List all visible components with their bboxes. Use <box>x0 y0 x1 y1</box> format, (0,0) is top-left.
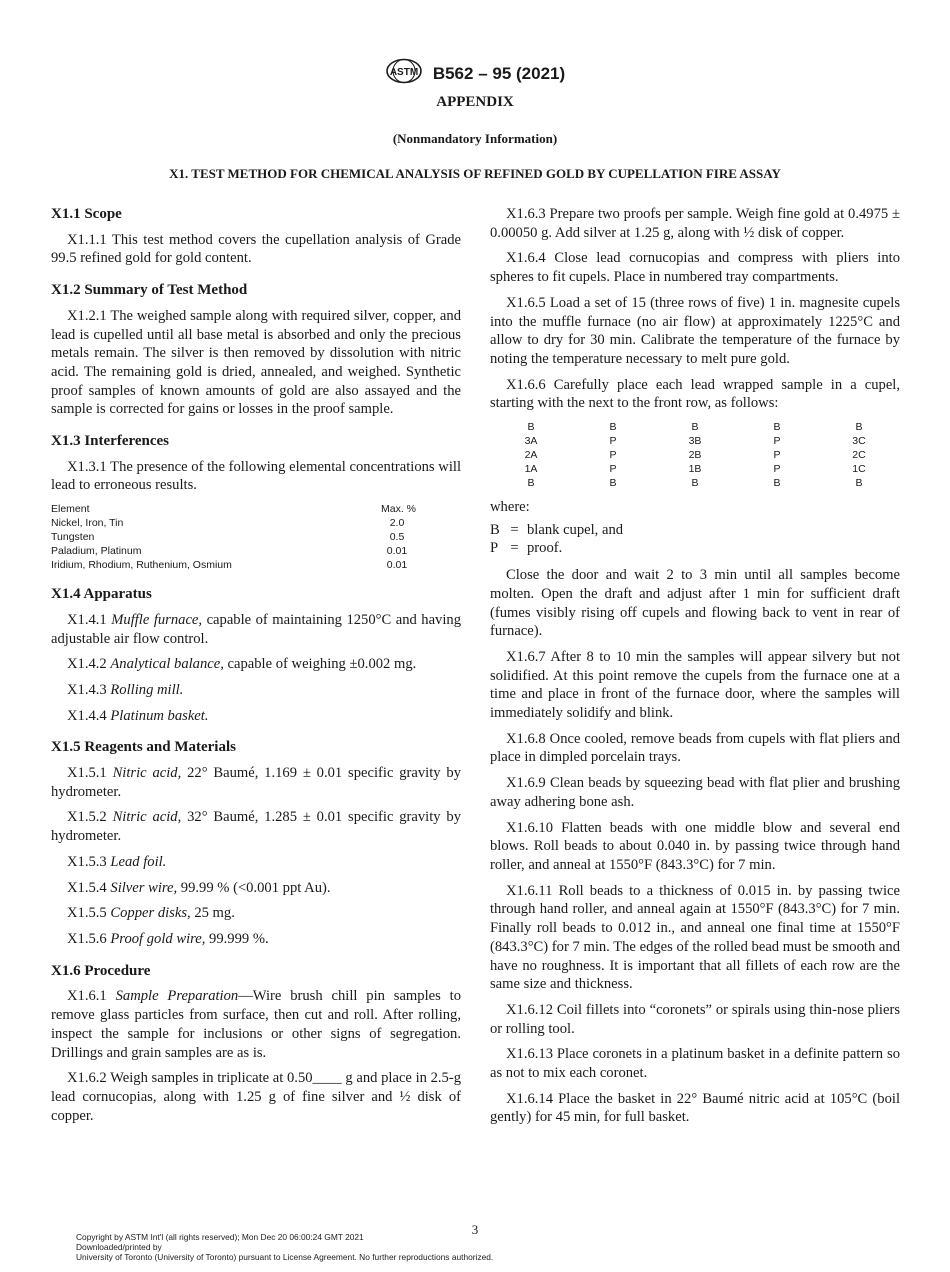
table-cell-element: Tungsten <box>51 531 95 544</box>
method-title: X1. TEST METHOD FOR CHEMICAL ANALYSIS OF REFINED GOLD BY CUPELLATION FIRE ASSAY <box>169 166 781 181</box>
paragraph: X1.6.5 Load a set of 15 (three rows of five) 1 in. magnesite cupels into the muffle furnace (no air flow) at approximately 1225°C and allow to dry for 30 min. Calibrate the temperature of the furnace by noting the temperature necessary to melt pure gold. <box>490 294 900 367</box>
designation: B562 – 95 (2021) <box>432 63 566 83</box>
cupel-cell: P <box>609 463 617 476</box>
cupel-cell: B <box>773 477 781 490</box>
paragraph: Close the door and wait 2 to 3 min until all samples become molten. Open the draft and adjust after 1 min for sufficient draft (fumes visibly rising off cupels and flowing back to vent in rear of furnace). <box>490 567 900 640</box>
paragraph: X1.2.1 The weighed sample along with required silver, copper, and lead is cupelled until all base metal is absorbed and only the precious metals remain. The silver is then removed by dissolution with nitric acid. The remaining gold is dried, annealed, and weighed. Synthetic proof samples of known amounts of gold are also assayed and the sample is corrected for gains or losses in the proof sample. <box>51 307 461 418</box>
cupel-cell: 2B <box>688 449 702 462</box>
table-header-row <box>51 502 451 516</box>
cupel-cell: 3A <box>524 435 538 448</box>
cupel-cell: B <box>691 477 699 490</box>
cupel-cell: P <box>773 449 781 462</box>
paragraph: X1.6.11 Roll beads to a thickness of 0.015 in. by passing twice through hand roller, and anneal again at 1550°F (843.3°C) for 7 min. Finally roll beads to 0.012 in., and anneal one final time at 1550°F (843.3°C) for 7 min. The edges of the rolled bead must be smooth and have no roughness. It is important that all fillets of each row are the same size and thickness. <box>490 882 900 993</box>
paragraph: X1.5.4 Silver wire, 99.99 % (<0.001 ppt Au). <box>67 879 331 896</box>
appendix-title: APPENDIX <box>436 94 514 110</box>
paragraph: X1.6.8 Once cooled, remove beads from cupels with flat pliers and place in dimpled porcelain trays. <box>490 730 900 766</box>
cupel-cell: B <box>691 421 699 434</box>
section-reagents <box>51 738 461 948</box>
table-header-max: Max. % <box>381 503 417 516</box>
definition-proof: P = proof. <box>490 540 563 557</box>
cupel-cell: 1A <box>524 463 538 476</box>
paragraph: X1.6.4 Close lead cornucopias and compress with pliers into spheres to fit cupels. Place in numbered tray compartments. <box>490 250 900 286</box>
section-scope <box>51 205 461 268</box>
section-heading: X1.1 Scope <box>51 206 122 222</box>
section-heading: X1.4 Apparatus <box>51 586 152 603</box>
paragraph: X1.5.3 Lead foil. <box>67 853 167 870</box>
cupel-cell: B <box>773 421 781 434</box>
footer-line: University of Toronto (University of Toronto) pursuant to License Agreement. No further reproductions authorized. <box>76 1252 494 1262</box>
copyright-footer <box>76 1232 493 1262</box>
cupel-cell: P <box>773 435 781 448</box>
table-cell-max: 2.0 <box>389 517 405 530</box>
cupel-cell: B <box>855 477 863 490</box>
paragraph: X1.6.7 After 8 to 10 min the samples will appear silvery but not solidified. At this point remove the cupels from the furnace one at a time and place in front of the furnace door, where the samples will immediately solidify and blink. <box>490 648 900 722</box>
right-column <box>490 205 900 1134</box>
footer-line: Downloaded/printed by <box>76 1242 162 1252</box>
cupel-cell: 3B <box>688 435 702 448</box>
table-cell-max: 0.01 <box>386 559 408 572</box>
logo-text: ASTM <box>389 67 418 78</box>
paragraph: X1.5.1 Nitric acid, 22° Baumé, 1.169 ± 0.01 specific gravity by hydrometer. <box>51 765 462 800</box>
cupel-cell: P <box>609 435 617 448</box>
astm-logo-icon <box>385 58 423 89</box>
section-apparatus <box>51 585 461 725</box>
table-row <box>490 420 900 434</box>
footer-line: Copyright by ASTM Int'l (all rights reserved); Mon Dec 20 06:00:24 GMT 2021 <box>76 1232 364 1242</box>
cupel-layout-table <box>490 420 900 490</box>
cupel-cell: B <box>527 477 535 490</box>
paragraph: X1.6.6 Carefully place each lead wrapped sample in a cupel, starting with the next to the front row, as follows: <box>490 376 900 412</box>
section-procedure <box>51 962 461 1126</box>
cupel-cell: 3C <box>852 435 866 448</box>
page-number: 3 <box>471 1222 479 1237</box>
section-summary <box>51 281 461 419</box>
cupel-cell: B <box>609 421 617 434</box>
section-heading: X1.2 Summary of Test Method <box>51 282 248 299</box>
definition-blank: B = blank cupel, and <box>490 521 624 538</box>
cupel-cell: 1C <box>852 463 866 476</box>
interference-table <box>51 502 451 572</box>
paragraph: X1.5.6 Proof gold wire, 99.999 %. <box>67 930 269 947</box>
table-cell-element: Paladium, Platinum <box>51 545 142 558</box>
section-interferences <box>51 432 461 572</box>
nonmandatory-label: (Nonmandatory Information) <box>392 131 558 146</box>
paragraph: X1.6.1 Sample Preparation—Wire brush chill pin samples to remove glass particles from surface, then cut and roll. After rolling, inspect the sample for inclusions or other signs of segregation. Drillings and grain samples are as is. <box>51 988 461 1061</box>
cupel-cell: 1B <box>688 463 702 476</box>
section-heading: X1.6 Procedure <box>51 962 151 979</box>
cupel-cell: B <box>609 477 617 490</box>
paragraph: X1.3.1 The presence of the following elemental concentrations will lead to erroneous results. <box>51 458 461 494</box>
left-column <box>51 205 461 1132</box>
table-row <box>490 434 900 448</box>
table-row <box>51 530 451 544</box>
cupel-cell: 2A <box>524 449 538 462</box>
paragraph: X1.6.2 Weigh samples in triplicate at 0.50____ g and place in 2.5-g lead cornucopias, along with 1.25 g of fine silver and ½ disk of copper. <box>51 1070 461 1124</box>
cupel-cell: 2C <box>852 449 866 462</box>
table-row <box>490 462 900 476</box>
cupel-cell: B <box>855 421 863 434</box>
cupel-cell: P <box>773 463 781 476</box>
cupel-cell: B <box>527 421 535 434</box>
table-cell-max: 0.01 <box>386 545 408 558</box>
paragraph: X1.6.12 Coil fillets into “coronets” or spirals using thin-nose pliers or rolling tool. <box>490 1001 900 1037</box>
table-header-element: Element <box>51 503 90 516</box>
table-cell-element: Iridium, Rhodium, Ruthenium, Osmium <box>51 559 232 572</box>
paragraph: X1.1.1 This test method covers the cupellation analysis of Grade 99.5 refined gold for gold content. <box>51 231 461 267</box>
paragraph: X1.4.2 Analytical balance, capable of weighing ±0.002 mg. <box>67 656 417 673</box>
paragraph: X1.6.10 Flatten beads with one middle blow and several end blows. Roll beads to about 0.040 in. by passing twice through hand roller, and anneal at 1550°F (843.3°C) for 7 min. <box>490 819 900 873</box>
paragraph: X1.5.2 Nitric acid, 32° Baumé, 1.285 ± 0.01 specific gravity by hydrometer. <box>51 809 462 845</box>
where-label: where: <box>490 499 530 516</box>
section-heading: X1.3 Interferences <box>51 433 170 450</box>
paragraph: X1.5.5 Copper disks, 25 mg. <box>67 905 235 922</box>
paragraph: X1.4.1 Muffle furnace, capable of maintaining 1250°C and having adjustable air flow control. <box>51 611 461 647</box>
table-row <box>51 558 451 572</box>
cupel-cell: P <box>609 449 617 462</box>
paragraph: X1.6.13 Place coronets in a platinum basket in a definite pattern so as not to mix each coronet. <box>490 1046 900 1082</box>
table-cell-element: Nickel, Iron, Tin <box>51 517 124 530</box>
table-row <box>51 516 451 530</box>
paragraph: X1.6.14 Place the basket in 22° Baumé nitric acid at 105°C (boil gently) for 45 min, for full basket. <box>490 1090 900 1126</box>
paragraph: X1.6.9 Clean beads by squeezing bead with flat plier and brushing away adhering bone ash. <box>490 775 900 810</box>
table-row <box>490 476 900 490</box>
table-row <box>490 448 900 462</box>
document-header <box>0 58 950 89</box>
table-row <box>51 544 451 558</box>
table-cell-max: 0.5 <box>389 531 405 544</box>
section-heading: X1.5 Reagents and Materials <box>51 739 236 756</box>
paragraph: X1.6.3 Prepare two proofs per sample. Weigh fine gold at 0.4975 ± 0.00050 g. Add silver at 1.25 g, along with ½ disk of copper. <box>490 206 900 241</box>
paragraph: X1.4.4 Platinum basket. <box>67 707 209 724</box>
paragraph: X1.4.3 Rolling mill. <box>67 681 184 698</box>
